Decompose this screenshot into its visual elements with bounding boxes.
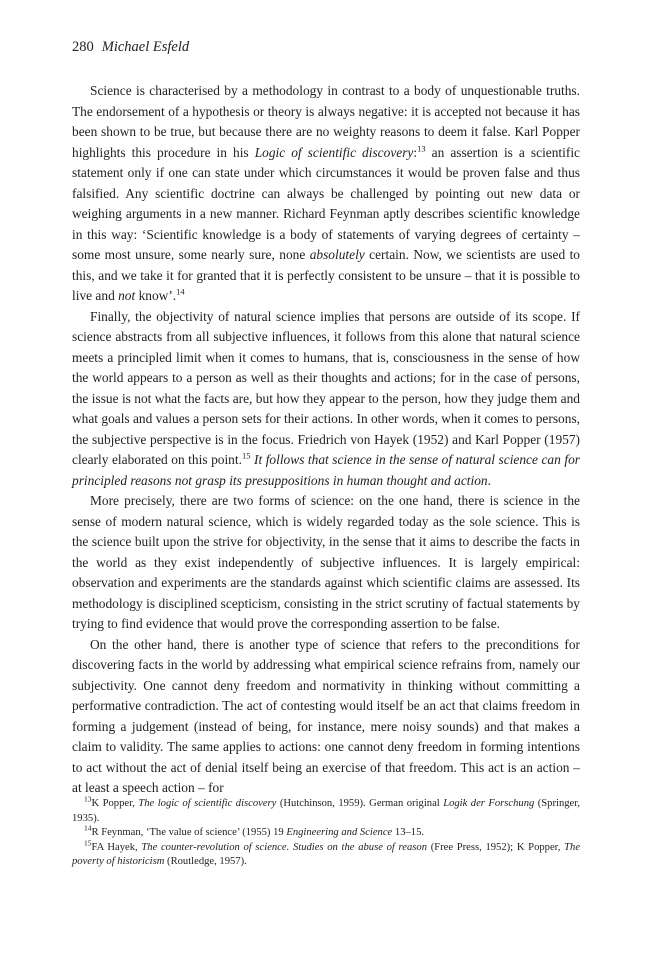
footnote-number: 14: [84, 823, 92, 833]
footnote-text: 13–15.: [392, 827, 425, 839]
footnote-ref-14: 14: [176, 286, 185, 297]
body-text: [72, 81, 580, 799]
paragraph-2-text-a: Finally, the objectivity of natural science implies that persons are outside of its scope. If science abstracts from all subjective influences, it follows from this alone that natural science meets a principled limit when it comes to humans, that is, consciousness in the sense of how the world appears to a person as well as their thoughts and actions; for in the case of persons, the issue is not what the facts are, but how they appear to the person, how they judge them and what goals and values a person sets for their actions. In other words, when it comes to persons, the subjective perspective is in the focus. Friedrich von Hayek (1952) and Karl Popper (1957) clearly elaborated on this point.: [72, 308, 580, 467]
footnote-title: The counter-revolution of science. Studies on the abuse of reason: [141, 841, 427, 853]
footnote-ref-13: 13: [417, 143, 426, 154]
running-head: [72, 38, 189, 56]
footnote-ref-15: 15: [241, 450, 251, 461]
paragraph-4: On the other hand, there is another type of science that refers to the preconditions for discovering facts in the world by addressing what empirical science refrains from, namely our subjectivity. One cannot deny freedom and normativity in thinking without committing a performative contradiction. The act of contesting would itself be an act that claims freedom in forming a judgement (instead of being, for instance, mere noisy sounds) and that makes a claim to validity. The same applies to actions: one cannot deny freedom in forming intentions to act without the act of denial itself being an exercise of that freedom. This act is an action – at least a speech action – for: [72, 636, 580, 795]
paragraph-1-text-f: certain. Now, we scientists are used to this, and we take it for granted that it is perfectly consistent to be unsure – that it is possible to live and: [72, 247, 580, 303]
footnote-text: FA Hayek,: [91, 841, 142, 853]
emphasis-not: not: [118, 288, 136, 303]
footnote-14: [72, 823, 580, 841]
footnote-text: K Popper,: [91, 798, 139, 809]
paragraph-1-colon: :: [413, 144, 418, 160]
paragraph-2: [72, 307, 580, 492]
footnote-text: (Hutchinson, 1959). German original: [276, 798, 444, 809]
footnote-title: Logik der Forschung: [443, 798, 535, 809]
footnote-title: The poverty of historicism: [72, 841, 581, 868]
running-head-author: Michael Esfeld: [101, 39, 190, 55]
footnote-number: 15: [84, 838, 92, 848]
footnote-text: (Routledge, 1957).: [164, 856, 247, 868]
footnote-title: Engineering and Science: [286, 827, 393, 839]
paragraph-2-emphasis: It follows that science in the sense of natural science can for principled reasons not grasp its presuppositions in human thought and action: [72, 452, 580, 488]
paragraph-1-text-d: an assertion is a scientific statement only if one can state under which circumstances it would be proven false and thus falsified. Any scientific doctrine can always be challenged by pointing out new data or weighing arguments in a new manner. Richard Feynman aptly describes scientific knowledge in this way: ‘Scientific knowledge is a body of statements of varying degrees of certainty – some most unsure, some nearly sure, none: [72, 144, 580, 262]
footnote-15: [72, 838, 581, 870]
footnote-text: (Free Press, 1952); K Popper,: [427, 841, 565, 853]
footnote-13: [72, 794, 581, 826]
paragraph-1: [72, 81, 580, 307]
page-number: 280: [72, 39, 94, 55]
footnotes: [72, 794, 581, 870]
paragraph-3: More precisely, there are two forms of science: on the one hand, there is science in the sense of modern natural science, which is widely regarded today as the sole science. This is the science built upon the strive for objectivity, in the sense that it aims to describe the facts in the world as they exist independently of subjective influences. It is largely empirical: observation and experiments are the standards against which scientific claims are assessed. Its methodology is disciplined scepticism, consisting in the strict scrutiny of factual statements by trying to find evidence that would prove the corresponding assertion to be false.: [72, 493, 580, 631]
paragraph-2-period: .: [487, 472, 491, 488]
book-title-logic-of-scientific-discovery: Logic of scientific discovery: [254, 144, 414, 160]
paragraph-1-text-a: Science is characterised by a methodology in contrast to a body of unquestionable truths. The endorsement of a hypothesis or theory is always negative: it is accepted not because it has been shown to be true, but because there are no weighty reasons to deem it false. Karl Popper highlights this procedure in his: [72, 83, 580, 160]
footnote-text: (Springer, 1935).: [72, 798, 581, 824]
footnote-number: 13: [84, 794, 92, 804]
paragraph-1-text-h: know’.: [135, 288, 177, 303]
footnote-text: R Feynman, ‘The value of science’ (1955) 19: [91, 827, 287, 839]
footnote-title: The logic of scientific discovery: [138, 798, 277, 809]
emphasis-absolutely: absolutely: [309, 247, 365, 262]
